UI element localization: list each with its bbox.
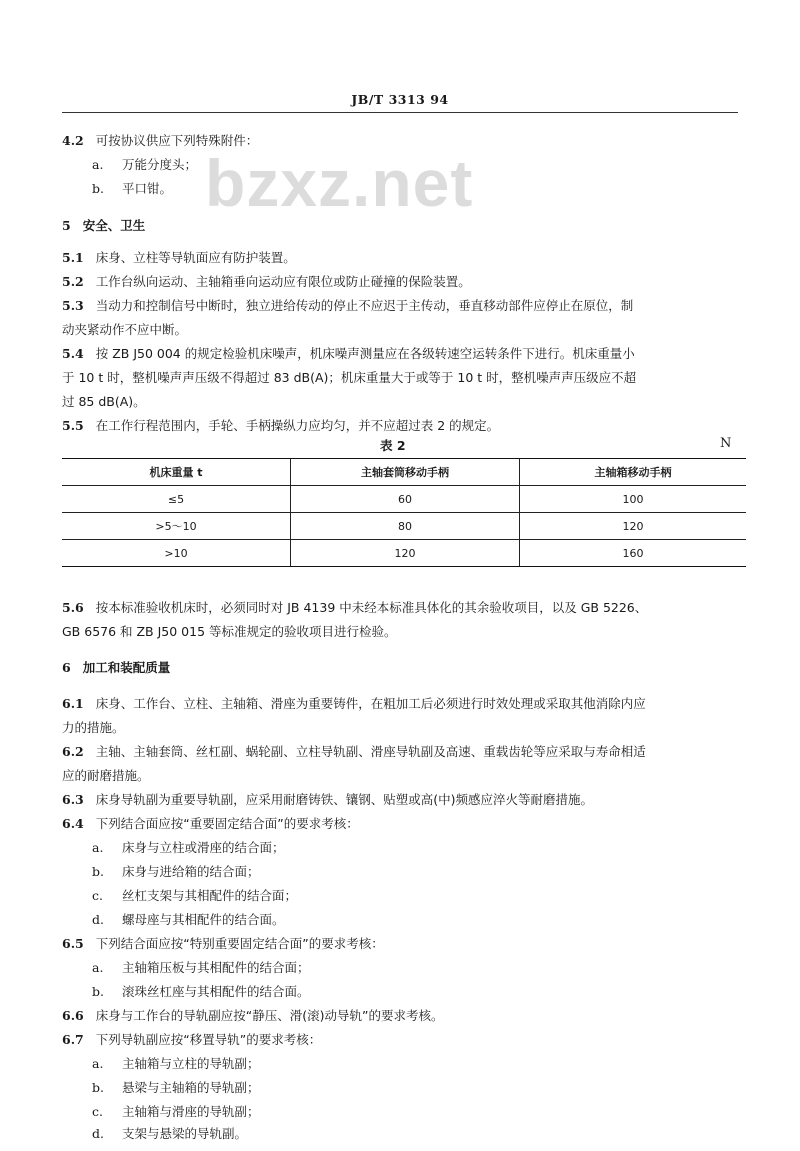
clause-4-2 — [62, 133, 258, 149]
clause-text: 下列结合面应按“特别重要固定结合面”的要求考核： — [95, 936, 384, 951]
section-6-heading — [62, 660, 170, 676]
clause-5-5 — [62, 418, 499, 434]
clause-6-3 — [62, 792, 593, 808]
clause-text-line: GB 6576 和 ZB J50 015 等标准规定的验收项目进行检验。 — [62, 624, 397, 639]
clause-number: 6.3 — [62, 792, 84, 807]
table-header-cell: 主轴箱移动手柄 — [520, 459, 747, 486]
section-number: 5 — [62, 218, 71, 233]
clause-text-line: 应的耐磨措施。 — [62, 768, 150, 783]
list-item — [92, 840, 285, 856]
list-text: 滚珠丝杠座与其相配件的结合面。 — [122, 984, 310, 999]
clause-5-3 — [62, 298, 633, 314]
clause-text-line: 过 85 dB(A)。 — [62, 394, 146, 409]
clause-number: 5.4 — [62, 346, 84, 361]
clause-text: 工作台纵向运动、主轴箱垂向运动应有限位或防止碰撞的保险装置。 — [95, 274, 471, 289]
list-item — [92, 1056, 260, 1072]
clause-number: 4.2 — [62, 133, 84, 148]
list-label: b. — [92, 1080, 104, 1095]
list-text: 悬梁与主轴箱的导轨副； — [122, 1080, 260, 1095]
clause-number: 6.6 — [62, 1008, 84, 1023]
list-label: a. — [92, 840, 104, 855]
list-text: 平口钳。 — [122, 181, 173, 196]
clause-5-2 — [62, 274, 471, 290]
table-header-row — [62, 459, 746, 486]
clause-text-line: 力的措施。 — [62, 720, 125, 735]
list-item — [92, 912, 285, 928]
watermark-logo: bzxz.net — [205, 146, 474, 220]
list-text: 床身与进给箱的结合面； — [122, 864, 260, 879]
table-cell: 120 — [291, 540, 520, 567]
list-label: a. — [92, 1056, 104, 1071]
clause-text-line: 按 ZB J50 004 的规定检验机床噪声，机床噪声测量应在各级转速空运转条件下进行。机床重量小 — [95, 346, 635, 361]
list-text: 床身与立柱或滑座的结合面； — [122, 840, 285, 855]
clause-5-6 — [62, 600, 647, 616]
clause-number: 5.1 — [62, 250, 84, 265]
clause-number: 6.7 — [62, 1032, 84, 1047]
section-title: 安全、卫生 — [82, 218, 146, 233]
list-item — [92, 1104, 260, 1120]
list-label: a. — [92, 157, 104, 172]
table-2 — [62, 458, 746, 567]
clause-text-line: 主轴、主轴套筒、丝杠副、蜗轮副、立柱导轨副、滑座导轨副及高速、重载齿轮等应采取与寿命相适 — [95, 744, 646, 759]
clause-6-1 — [62, 696, 646, 712]
document-header: JB/T 3313 94 — [351, 92, 449, 107]
clause-text-line: 床身、工作台、立柱、主轴箱、滑座为重要铸件，在粗加工后必须进行时效处理或采取其他消除内应 — [95, 696, 646, 711]
clause-text: 下列结合面应按“重要固定结合面”的要求考核： — [95, 816, 359, 831]
clause-text: 下列导轨副应按“移置导轨”的要求考核： — [95, 1032, 322, 1047]
table-row — [62, 513, 746, 540]
table-header-cell: 主轴套筒移动手柄 — [291, 459, 520, 486]
list-text: 万能分度头； — [122, 157, 198, 172]
list-label: b. — [92, 864, 104, 879]
table-cell: ≤5 — [62, 486, 291, 513]
section-title: 加工和装配质量 — [82, 660, 171, 675]
list-item — [92, 864, 260, 880]
clause-text: 床身导轨副为重要导轨副，应采用耐磨铸铁、镶钢、贴塑或高(中)频感应淬火等耐磨措施。 — [95, 792, 594, 807]
list-item — [92, 181, 172, 197]
table-cell: >10 — [62, 540, 291, 567]
header-rule — [62, 112, 738, 113]
table-row — [62, 486, 746, 513]
table-unit: N — [720, 436, 732, 451]
clause-5-1 — [62, 250, 296, 266]
list-item — [92, 960, 310, 976]
clause-text-line: 当动力和控制信号中断时，独立进给传动的停止不应迟于主传动，垂直移动部件应停止在原位，制 — [95, 298, 634, 313]
list-label: d. — [92, 912, 104, 927]
list-text: 螺母座与其相配件的结合面。 — [122, 912, 285, 927]
clause-number: 5.6 — [62, 600, 84, 615]
section-5-heading — [62, 218, 145, 234]
list-label: b. — [92, 181, 104, 196]
list-item — [92, 1080, 260, 1096]
list-text: 丝杠支架与其相配件的结合面； — [122, 888, 298, 903]
clause-6-6 — [62, 1008, 443, 1024]
clause-text-line: 按本标准验收机床时，必须同时对 JB 4139 中未经本标准具体化的其余验收项目，以及 GB 5226、 — [95, 600, 648, 615]
clause-6-2 — [62, 744, 646, 760]
list-label: d. — [92, 1126, 104, 1141]
list-text: 主轴箱压板与其相配件的结合面； — [122, 960, 310, 975]
clause-number: 6.4 — [62, 816, 84, 831]
clause-number: 5.2 — [62, 274, 84, 289]
list-text: 支架与悬梁的导轨副。 — [122, 1126, 248, 1141]
list-item — [92, 984, 310, 1000]
clause-text-line: 于 10 t 时，整机噪声声压级不得超过 83 dB(A)；机床重量大于或等于 10 t 时，整机噪声声压级应不超 — [62, 370, 637, 385]
list-item — [92, 888, 297, 904]
table-cell: 60 — [291, 486, 520, 513]
table-row — [62, 540, 746, 567]
list-item — [92, 1126, 247, 1142]
clause-number: 6.5 — [62, 936, 84, 951]
list-label: c. — [92, 1104, 103, 1119]
clause-number: 5.5 — [62, 418, 84, 433]
clause-text: 在工作行程范围内，手轮、手柄操纵力应均匀，并不应超过表 2 的规定。 — [95, 418, 500, 433]
clause-5-4 — [62, 346, 635, 362]
table-header-cell: 机床重量 t — [62, 459, 291, 486]
clause-text: 可按协议供应下列特殊附件： — [95, 133, 259, 148]
clause-6-5 — [62, 936, 384, 952]
list-label: c. — [92, 888, 103, 903]
clause-6-7 — [62, 1032, 321, 1048]
section-number: 6 — [62, 660, 71, 675]
table-cell: 120 — [520, 513, 747, 540]
list-label: a. — [92, 960, 104, 975]
clause-number: 5.3 — [62, 298, 84, 313]
table-cell: 80 — [291, 513, 520, 540]
clause-number: 6.2 — [62, 744, 84, 759]
list-label: b. — [92, 984, 104, 999]
list-text: 主轴箱与立柱的导轨副； — [122, 1056, 260, 1071]
clause-text-line: 动夹紧动作不应中断。 — [62, 322, 188, 337]
table-cell: 160 — [520, 540, 747, 567]
clause-number: 6.1 — [62, 696, 84, 711]
table-caption: 表 2 — [380, 438, 406, 453]
list-item — [92, 157, 197, 173]
clause-6-4 — [62, 816, 359, 832]
table-cell: >5～10 — [62, 513, 291, 540]
clause-text: 床身与工作台的导轨副应按“静压、滑(滚)动导轨”的要求考核。 — [95, 1008, 444, 1023]
clause-text: 床身、立柱等导轨面应有防护装置。 — [95, 250, 296, 265]
table-cell: 100 — [520, 486, 747, 513]
list-text: 主轴箱与滑座的导轨副； — [122, 1104, 260, 1119]
